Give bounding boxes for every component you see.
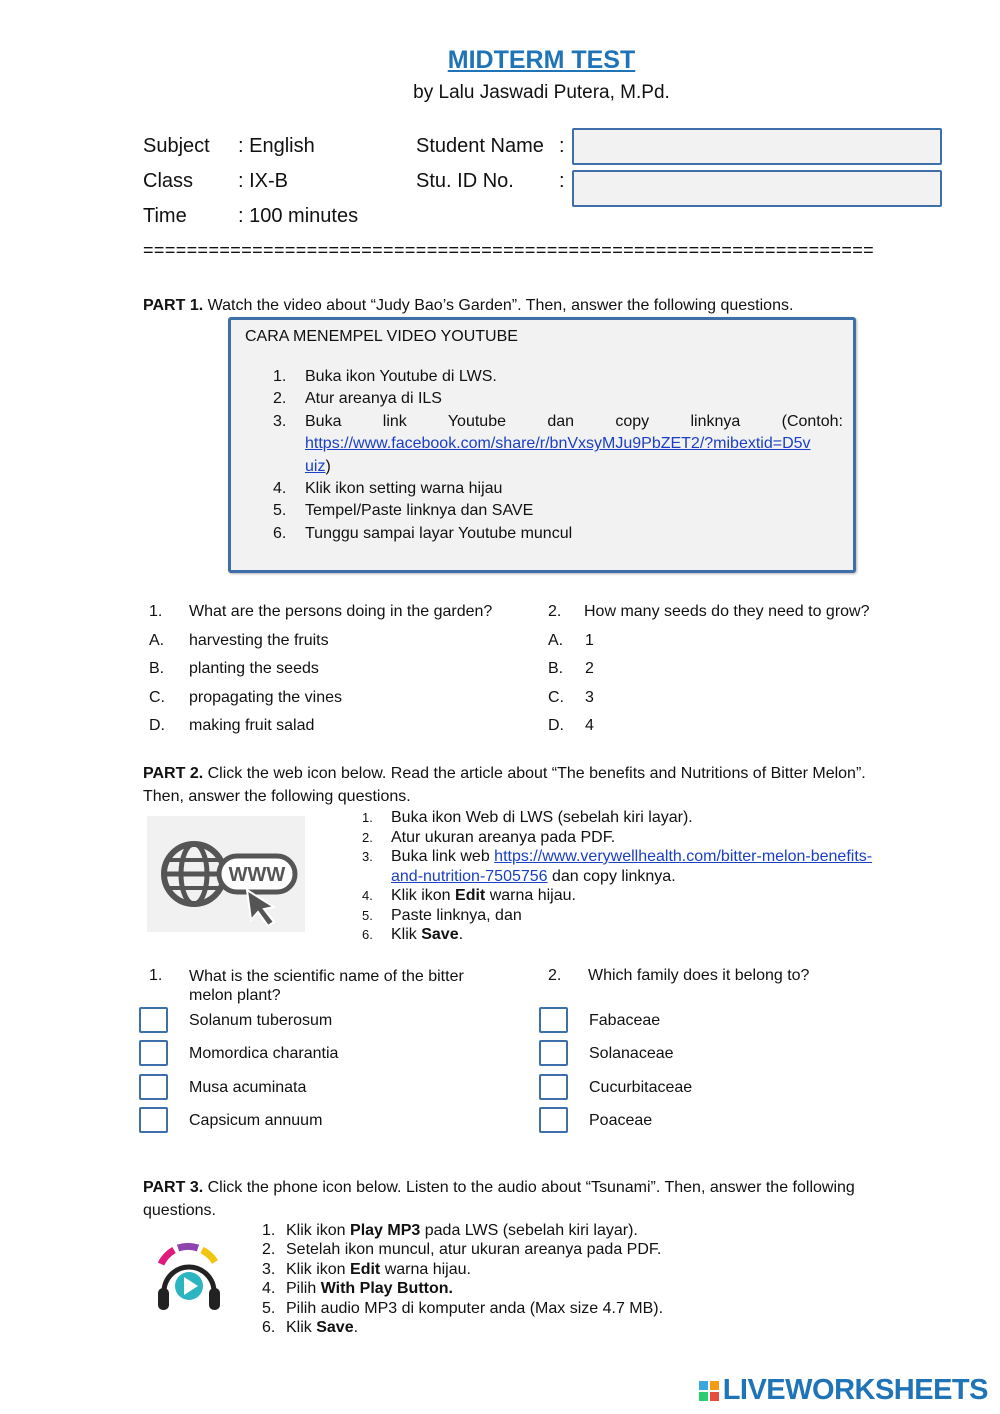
- subject-label: Subject: [143, 135, 210, 157]
- step-text: warna hijau.: [485, 887, 576, 904]
- www-text: WWW: [228, 864, 286, 886]
- p1-q2-opt-letter: D.: [548, 717, 564, 734]
- step-text: Paste linknya, dan: [391, 906, 522, 924]
- stu-id-colon: :: [559, 170, 565, 192]
- p1-q1-opt-letter: D.: [149, 717, 165, 734]
- step-number: 4.: [362, 888, 373, 903]
- p2-q1-checkbox[interactable]: [139, 1107, 168, 1133]
- step-text: Klik ikon setting warna hijau: [305, 480, 503, 498]
- step-number: 1.: [262, 1222, 276, 1239]
- part1-label: PART 1.: [143, 297, 204, 314]
- step-number: 4.: [273, 480, 287, 498]
- p1-q1-option[interactable]: propagating the vines: [189, 689, 342, 706]
- step-text: Klik: [286, 1319, 317, 1337]
- step-number: 3.: [273, 412, 287, 430]
- p2-q1-option: Capsicum annuum: [189, 1112, 323, 1129]
- step-text: warna hijau.: [380, 1260, 471, 1278]
- student-name-label: Student Name: [416, 135, 544, 157]
- list-item: [362, 906, 922, 926]
- globe-www-icon: [147, 816, 305, 932]
- step-number: 3.: [262, 1260, 276, 1278]
- p2-q1-option: Solanum tuberosum: [189, 1012, 333, 1029]
- verywell-link[interactable]: https://www.verywellhealth.com/bitter-melon-benefits-: [494, 848, 873, 865]
- p2-q2-option: Fabaceae: [589, 1012, 661, 1029]
- step-number: 6.: [262, 1319, 276, 1337]
- step-number: 5.: [273, 502, 287, 520]
- youtube-video-box[interactable]: [228, 317, 856, 573]
- part2-instruction: [143, 762, 943, 808]
- list-item: [271, 478, 843, 500]
- step-text: Buka ikon Youtube di LWS.: [305, 368, 497, 385]
- list-item: [271, 411, 843, 478]
- step-bold: With Play Button.: [320, 1280, 453, 1298]
- p1-q2-option[interactable]: 2: [585, 660, 594, 677]
- audio-player-icon[interactable]: [152, 1242, 226, 1316]
- p1-q1-text: What are the persons doing in the garden?: [189, 603, 493, 620]
- part3-steps-list: [262, 1221, 862, 1337]
- stu-id-label: Stu. ID No.: [416, 170, 514, 192]
- part2-steps-list: [362, 808, 922, 945]
- part3-instruction-line1: Click the phone icon below. Listen to the audio about “Tsunami”. Then, answer the following: [203, 1179, 855, 1196]
- list-item: [271, 366, 843, 388]
- p2-q1-checkbox[interactable]: [139, 1040, 168, 1066]
- facebook-video-link[interactable]: https://www.facebook.com/share/r/bnVxsyMJu9PbZET2/?mibextid=D5v: [305, 435, 811, 453]
- verywell-link-cont[interactable]: and-nutrition-7505756: [391, 867, 548, 885]
- p1-q2-opt-letter: A.: [548, 632, 564, 649]
- p2-q1-checkbox[interactable]: [139, 1074, 168, 1100]
- class-label: Class: [143, 170, 194, 192]
- brand-text: LIVEWORKSHEETS: [722, 1374, 988, 1406]
- step-bold: Save: [316, 1319, 354, 1337]
- step-number: 2.: [362, 829, 373, 845]
- list-item: [262, 1260, 862, 1279]
- p2-q2-option: Poaceae: [589, 1112, 653, 1129]
- brand-mark-icon: [699, 1381, 719, 1401]
- p2-q1-text-line2: melon plant?: [189, 987, 281, 1004]
- step-number: 6.: [273, 524, 287, 542]
- p2-q1-option: Musa acuminata: [189, 1079, 307, 1096]
- headphones-play-icon: [152, 1242, 226, 1316]
- part2-label: PART 2.: [143, 765, 204, 782]
- list-item: [262, 1299, 862, 1318]
- list-item: [262, 1221, 862, 1240]
- step-bold: Edit: [350, 1260, 381, 1278]
- p2-q1-text-line1: What is the scientific name of the bitter: [189, 968, 464, 985]
- p1-q2-option[interactable]: 1: [585, 632, 594, 649]
- p2-q2-text: Which family does it belong to?: [588, 967, 810, 984]
- step-text: Klik ikon: [286, 1222, 351, 1239]
- time-value: : 100 minutes: [238, 205, 359, 227]
- p2-q2-checkbox[interactable]: [539, 1007, 568, 1033]
- facebook-video-link-cont[interactable]: uiz: [305, 457, 326, 475]
- step-text: Buka ikon Web di LWS (sebelah kiri layar).: [391, 809, 693, 826]
- step-text: Pilih: [286, 1280, 321, 1298]
- step-number: 2.: [273, 390, 287, 408]
- p1-q1-option[interactable]: making fruit salad: [189, 717, 315, 734]
- part3-instruction-line2: questions.: [143, 1202, 216, 1219]
- p2-q1-text: [189, 967, 464, 1005]
- step-bold: Save: [421, 926, 459, 943]
- stu-id-field[interactable]: [572, 170, 942, 207]
- step-number: 4.: [262, 1280, 276, 1298]
- p1-q1-option[interactable]: harvesting the fruits: [189, 632, 329, 649]
- list-item: [362, 847, 922, 886]
- step-text: Tunggu sampai layar Youtube muncul: [305, 524, 573, 542]
- step-text: Klik: [391, 926, 422, 943]
- p1-q2-text: How many seeds do they need to grow?: [584, 603, 870, 620]
- p1-q1-option[interactable]: planting the seeds: [189, 660, 319, 677]
- page-title: MIDTERM TEST: [447, 46, 636, 74]
- part1-instruction: [143, 294, 923, 317]
- youtube-box-title: CARA MENEMPEL VIDEO YOUTUBE: [245, 328, 518, 345]
- step-bold: Edit: [455, 887, 486, 904]
- list-item: [262, 1318, 862, 1337]
- step-bold: Play MP3: [350, 1222, 421, 1239]
- step-text: Atur areanya di ILS: [305, 390, 442, 408]
- step-number: 1.: [273, 368, 287, 385]
- part2-instruction-line2: Then, answer the following questions.: [143, 788, 411, 805]
- link-close-paren: ): [325, 457, 331, 475]
- part3-instruction: [143, 1176, 933, 1222]
- web-icon[interactable]: [147, 816, 305, 932]
- list-item: [262, 1279, 862, 1298]
- step-text: Buka link web: [391, 848, 495, 865]
- p2-q1-option: Momordica charantia: [189, 1045, 339, 1062]
- liveworksheets-logo: [699, 1374, 988, 1407]
- p1-q2-opt-letter: B.: [548, 660, 564, 677]
- p1-q2-option[interactable]: 4: [585, 717, 594, 734]
- step-text: .: [458, 926, 464, 943]
- step-number: 3.: [362, 849, 373, 864]
- list-item: [362, 886, 922, 906]
- list-item: [271, 388, 843, 410]
- p1-q2-option[interactable]: 3: [585, 689, 594, 706]
- youtube-steps-list: [271, 366, 843, 545]
- step-number: 6.: [362, 927, 373, 942]
- step-text: Pilih audio MP3 di komputer anda (Max size 4.7 MB).: [286, 1299, 664, 1317]
- list-item: [271, 523, 843, 545]
- step-text: pada LWS (sebelah kiri layar).: [420, 1222, 638, 1239]
- p1-q2-number: 2.: [548, 603, 562, 620]
- p2-q1-checkbox[interactable]: [139, 1007, 168, 1033]
- list-item: [271, 500, 843, 522]
- step-number: 2.: [262, 1241, 276, 1259]
- time-label: Time: [143, 205, 187, 227]
- part1-instruction-text: Watch the video about “Judy Bao’s Garden”. Then, answer the following questions.: [203, 297, 794, 314]
- p2-q1-number: 1.: [149, 967, 163, 984]
- step-text: Tempel/Paste linknya dan SAVE: [305, 502, 534, 520]
- divider-line: ===================================================================: [143, 240, 875, 260]
- step-text: Buka link Youtube dan copy linknya (Contoh:: [305, 412, 843, 430]
- step-text: Klik ikon: [286, 1260, 351, 1278]
- p1-q1-number: 1.: [149, 603, 163, 620]
- p2-q2-checkbox[interactable]: [539, 1074, 568, 1100]
- list-item: [362, 808, 922, 828]
- p1-q1-opt-letter: C.: [149, 689, 165, 706]
- list-item: [362, 925, 922, 945]
- step-number: 5.: [362, 907, 373, 923]
- p1-q1-opt-letter: A.: [149, 632, 165, 649]
- step-text: Klik ikon: [391, 887, 456, 904]
- list-item: [262, 1240, 862, 1259]
- part2-instruction-line1: Click the web icon below. Read the article about “The benefits and Nutritions of Bitter Melon”.: [203, 765, 866, 782]
- step-text: .: [353, 1319, 359, 1337]
- p2-q2-checkbox[interactable]: [539, 1107, 568, 1133]
- list-item: [362, 828, 922, 848]
- p2-q2-checkbox[interactable]: [539, 1040, 568, 1066]
- part3-label: PART 3.: [143, 1179, 204, 1196]
- author-line: by Lalu Jaswadi Putera, M.Pd.: [413, 82, 670, 103]
- student-name-field[interactable]: [572, 128, 942, 165]
- p1-q1-opt-letter: B.: [149, 660, 165, 677]
- p2-q2-option: Solanaceae: [589, 1045, 674, 1062]
- p2-q2-option: Cucurbitaceae: [589, 1079, 693, 1096]
- subject-value: : English: [238, 135, 315, 157]
- p2-q2-number: 2.: [548, 967, 562, 984]
- step-number: 5.: [262, 1299, 276, 1317]
- step-number: 1.: [362, 810, 373, 825]
- class-value: : IX-B: [238, 170, 289, 192]
- step-text: Atur ukuran areanya pada PDF.: [391, 828, 616, 846]
- step-text: dan copy linknya.: [547, 867, 676, 885]
- student-name-colon: :: [559, 135, 565, 157]
- step-text: Setelah ikon muncul, atur ukuran areanya pada PDF.: [286, 1241, 662, 1259]
- p1-q2-opt-letter: C.: [548, 689, 564, 706]
